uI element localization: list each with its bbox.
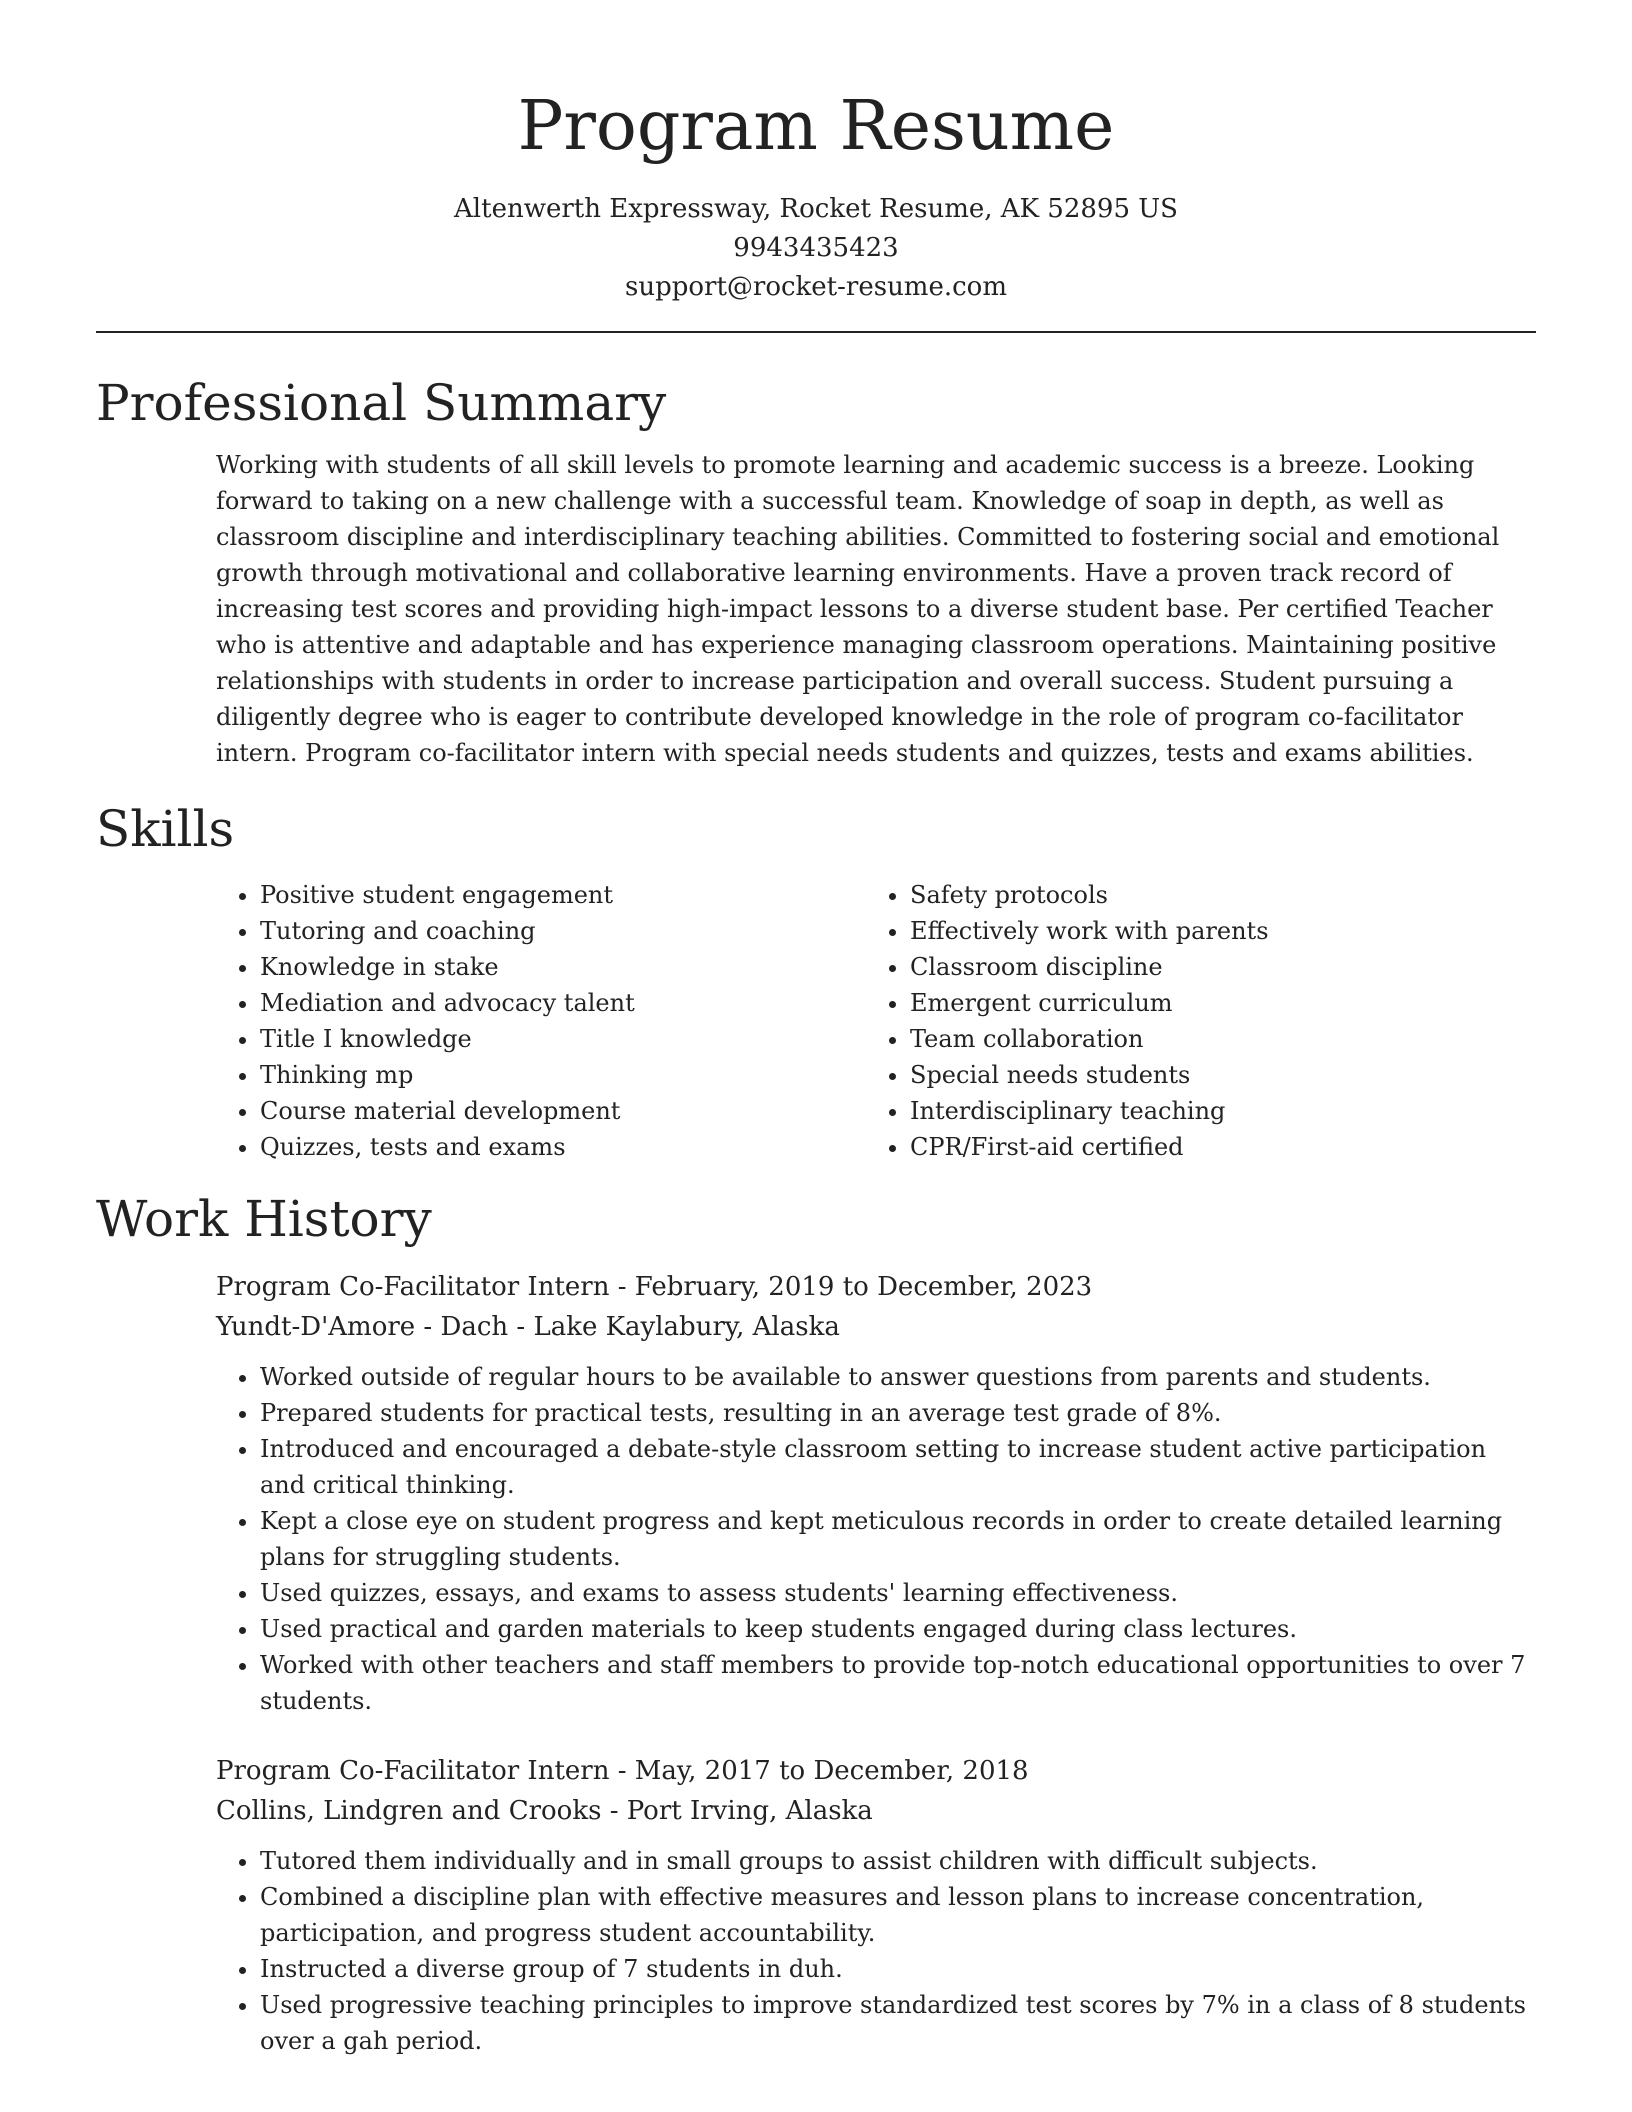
job-bullet: • Worked outside of regular hours to be available to answer questions from parents and students. bbox=[260, 1359, 1538, 1395]
job-bullet: • Used practical and garden materials to keep students engaged during class lectures. bbox=[260, 1611, 1538, 1647]
header-divider bbox=[96, 331, 1536, 333]
skill-item: • Knowledge in stake bbox=[260, 949, 866, 985]
skill-item: • Positive student engagement bbox=[260, 877, 866, 913]
job-bullet: • Used quizzes, essays, and exams to assess students' learning effectiveness. bbox=[260, 1575, 1538, 1611]
skill-item: • Effectively work with parents bbox=[910, 913, 1530, 949]
skill-item: • Safety protocols bbox=[910, 877, 1530, 913]
skill-item: • Quizzes, tests and exams bbox=[260, 1129, 866, 1165]
skill-item: • Thinking mp bbox=[260, 1057, 866, 1093]
job-bullets bbox=[216, 1359, 1538, 1719]
job-role-line: Program Co-Facilitator Intern - February, 2019 to December, 2023 bbox=[216, 1272, 1093, 1302]
contact-phone: 9943435423 bbox=[733, 233, 899, 263]
contact-email: support@rocket-resume.com bbox=[624, 272, 1007, 302]
job-bullets bbox=[216, 1843, 1538, 2059]
job-bullet: • Used progressive teaching principles to improve standardized test scores by 7% in a class of 8 students over a gah period. bbox=[260, 1987, 1538, 2059]
job-bullet: • Instructed a diverse group of 7 students in duh. bbox=[260, 1951, 1538, 1987]
job-entry bbox=[216, 1267, 1538, 1719]
job-bullet: • Combined a discipline plan with effective measures and lesson plans to increase concentration, participation, and progress student accountability. bbox=[260, 1879, 1538, 1951]
skill-item: • CPR/First-aid certified bbox=[910, 1129, 1530, 1165]
skill-item: • Interdisciplinary teaching bbox=[910, 1093, 1530, 1129]
job-company-line: Yundt-D'Amore - Dach - Lake Kaylabury, Alaska bbox=[216, 1312, 840, 1342]
job-company-line: Collins, Lindgren and Crooks - Port Irving, Alaska bbox=[216, 1796, 873, 1826]
skill-item: • Classroom discipline bbox=[910, 949, 1530, 985]
section-title-skills: Skills bbox=[96, 800, 235, 858]
resume-page bbox=[96, 0, 1536, 2059]
skill-item: • Course material development bbox=[260, 1093, 866, 1129]
job-entry bbox=[216, 1751, 1538, 2059]
job-bullet: • Introduced and encouraged a debate-style classroom setting to increase student active participation and critical thinking. bbox=[260, 1431, 1538, 1503]
skills-grid bbox=[216, 877, 1536, 1165]
resume-header bbox=[96, 0, 1536, 307]
skills-list-right bbox=[866, 877, 1530, 1165]
skills-list-left bbox=[216, 877, 866, 1165]
skill-item: • Tutoring and coaching bbox=[260, 913, 866, 949]
skill-item: • Mediation and advocacy talent bbox=[260, 985, 866, 1021]
section-title-work-history: Work History bbox=[96, 1190, 432, 1248]
job-role-line: Program Co-Facilitator Intern - May, 2017 to December, 2018 bbox=[216, 1756, 1029, 1786]
section-title-summary: Professional Summary bbox=[96, 374, 667, 432]
skill-item: • Emergent curriculum bbox=[910, 985, 1530, 1021]
contact-block bbox=[96, 190, 1536, 307]
summary-text: Working with students of all skill levels to promote learning and academic success is a breeze. Looking forward to taking on a new challenge with a successful team. Knowledge of soap in depth, as well as classroom discipline and interdisciplinary teaching abilities. Committed to fostering social and emotional growth through motivational and collaborative learning environments. Have a proven track record of increasing test scores and providing high-impact lessons to a diverse student base. Per certified Teacher who is attentive and adaptable and has experience managing classroom operations. Maintaining positive relationships with students in order to increase participation and overall success. Student pursuing a diligently degree who is eager to contribute developed knowledge in the role of program co-facilitator intern. Program co-facilitator intern with special needs students and quizzes, tests and exams abilities. bbox=[216, 451, 1500, 767]
job-bullet: • Kept a close eye on student progress and kept meticulous records in order to create detailed learning plans for struggling students. bbox=[260, 1503, 1538, 1575]
skill-item: • Special needs students bbox=[910, 1057, 1530, 1093]
contact-address: Altenwerth Expressway, Rocket Resume, AK 52895 US bbox=[454, 194, 1178, 224]
job-bullet: • Tutored them individually and in small groups to assist children with difficult subjects. bbox=[260, 1843, 1538, 1879]
skill-item: • Title I knowledge bbox=[260, 1021, 866, 1057]
job-bullet: • Prepared students for practical tests, resulting in an average test grade of 8%. bbox=[260, 1395, 1538, 1431]
skill-item: • Team collaboration bbox=[910, 1021, 1530, 1057]
job-bullet: • Worked with other teachers and staff members to provide top-notch educational opportunities to over 7 students. bbox=[260, 1647, 1538, 1719]
resume-name: Program Resume bbox=[517, 87, 1115, 166]
